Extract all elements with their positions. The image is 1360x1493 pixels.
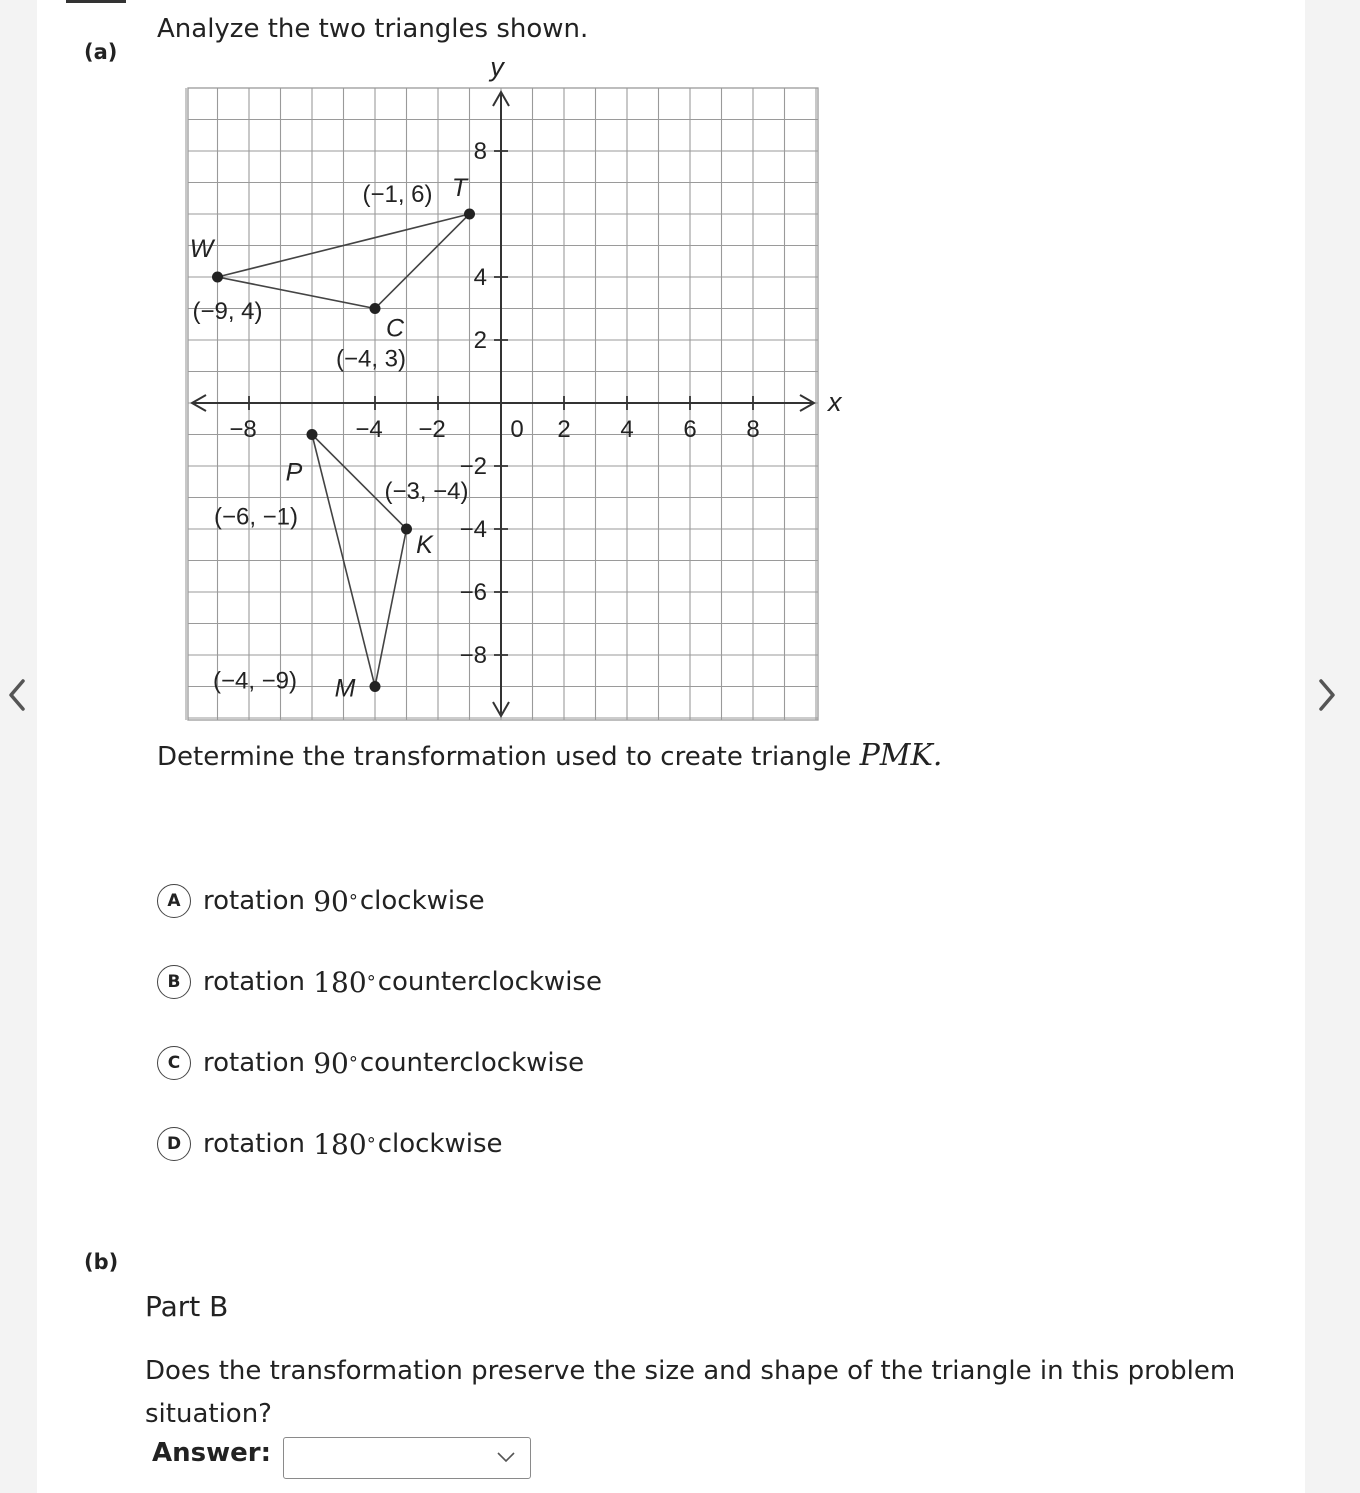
degree-symbol: ° [348,1052,358,1074]
x-tick-label: 0 [510,416,524,443]
option-a[interactable] [157,884,485,918]
prev-button[interactable] [2,670,32,720]
answer-dropdown[interactable] [283,1437,531,1479]
degree-symbol: ° [366,971,376,993]
option-prefix: rotation [203,1129,305,1159]
vertex-label-c: C [385,314,405,343]
vertex-point-w [212,272,223,283]
option-direction: clockwise [377,1129,503,1159]
option-degrees: 180 [313,965,367,999]
x-tick-label: −2 [418,416,446,443]
y-axis-label: y [490,52,504,82]
option-c[interactable] [157,1046,584,1080]
vertex-point-p [307,429,318,440]
coordinate-label-p: (−6, −1) [213,503,299,531]
part-a-label: (a) [84,40,118,64]
y-tick-label: 8 [473,138,487,165]
coordinate-label-w: (−9, 4) [192,298,263,325]
x-tick-label: 6 [683,416,697,443]
degree-symbol: ° [348,890,358,912]
option-d[interactable] [157,1127,503,1161]
chevron-right-icon [1317,678,1337,712]
coordinate-graph [180,50,860,730]
x-tick-label: −4 [355,416,383,443]
option-letter: B [157,965,191,999]
option-letter: D [157,1127,191,1161]
vertex-label-t: T [451,174,468,202]
chevron-left-icon [7,678,27,712]
chevron-down-icon [496,1450,516,1464]
question-text: Determine the transformation used to create triangle [157,742,860,772]
part-a-prompt: Analyze the two triangles shown. [157,14,589,44]
option-direction: clockwise [359,886,485,916]
option-prefix: rotation [203,967,305,997]
vertex-label-k: K [416,531,433,559]
triangle-name: PMK. [859,738,943,773]
coordinate-label-c: (−4, 3) [335,345,407,373]
vertex-point-t [464,209,475,220]
vertex-label-p: P [285,458,303,487]
y-tick-label: −4 [459,516,487,543]
part-b-question: Does the transformation preserve the size and shape of the triangle in this problem situation? [145,1356,1236,1429]
vertex-label-m: M [334,674,356,703]
vertex-point-m [370,681,381,692]
x-tick-label: 2 [557,416,571,443]
vertex-point-c [370,303,381,314]
option-degrees: 90 [313,1046,349,1080]
option-letter: A [157,884,191,918]
vertex-label-w: W [189,235,214,263]
next-button[interactable] [1312,670,1342,720]
option-direction: counterclockwise [377,967,602,997]
coordinate-label-m: (−4, −9) [212,667,298,695]
x-tick-label: 4 [620,416,634,443]
degree-symbol: ° [366,1133,376,1155]
option-degrees: 90 [313,884,349,918]
option-direction: counterclockwise [359,1048,585,1078]
answer-label: Answer: [152,1438,271,1468]
y-tick-label: −8 [459,642,487,669]
y-tick-label: 4 [473,264,487,291]
vertex-point-k [401,524,412,535]
y-tick-label: −6 [459,579,487,606]
option-prefix: rotation [203,886,305,916]
x-tick-label: −8 [229,416,257,443]
coordinate-label-t: (−1, 6) [362,181,433,208]
option-b[interactable] [157,965,602,999]
x-tick-label: 8 [746,416,760,443]
part-b-label: (b) [84,1250,119,1274]
option-prefix: rotation [203,1048,305,1078]
y-tick-label: 2 [473,327,487,354]
transformation-question [157,738,942,773]
part-b-title: Part B [145,1290,229,1323]
option-degrees: 180 [313,1127,367,1161]
y-tick-label: −2 [459,453,487,480]
coordinate-label-k: (−3, −4) [384,478,469,505]
option-letter: C [157,1046,191,1080]
top-divider [66,0,126,3]
x-axis-label: x [828,387,842,417]
